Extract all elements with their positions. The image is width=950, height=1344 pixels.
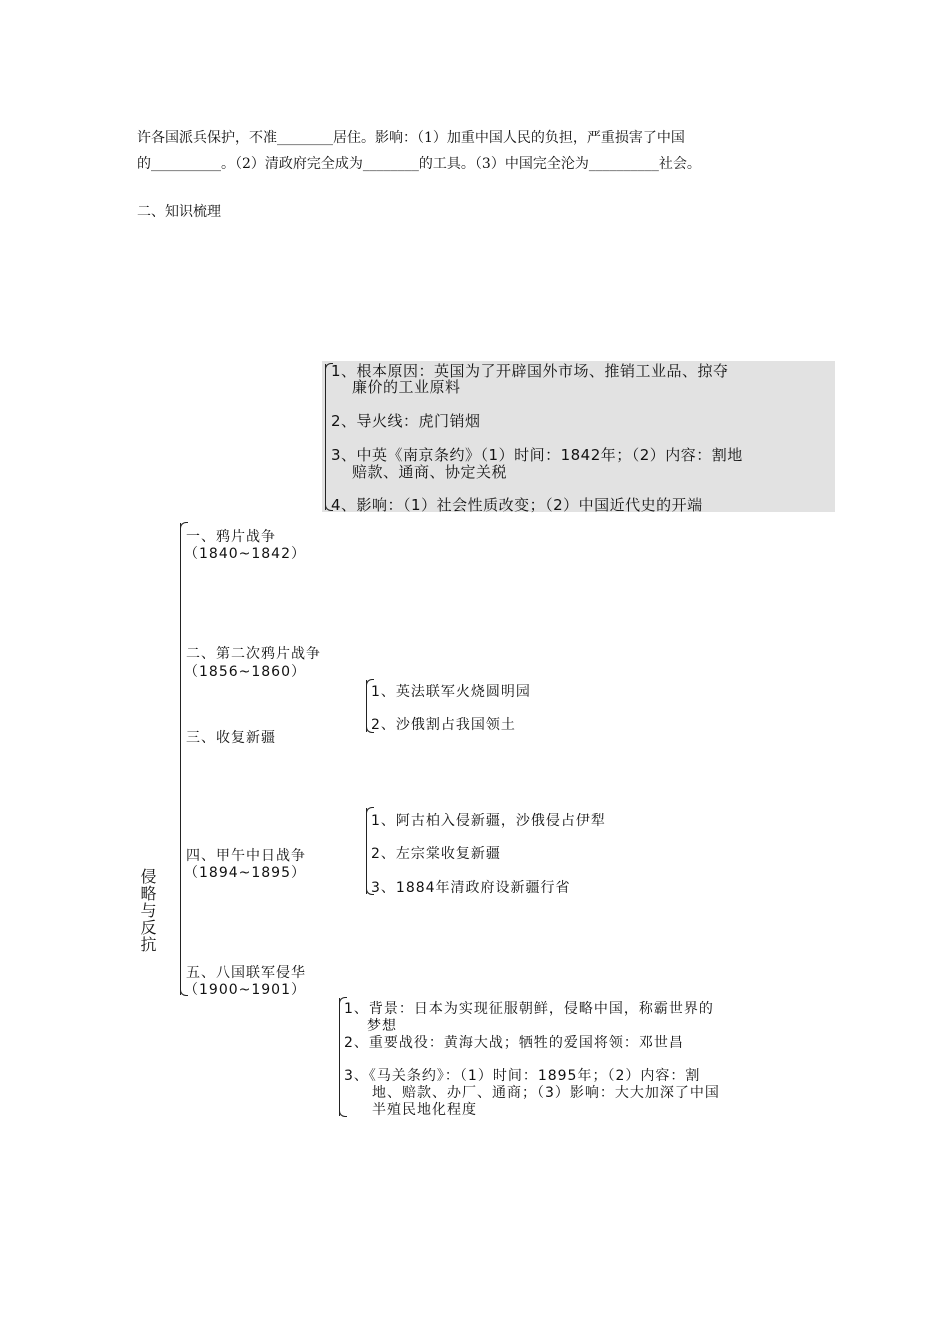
branch-5-years: （1900~1901） bbox=[184, 982, 306, 998]
main-brace bbox=[180, 523, 181, 995]
sj-item-1b: 梦想 bbox=[367, 1018, 397, 1034]
opium-item-1a: 1、根本原因：英国为了开辟国外市场、推销工业品、掠夺 bbox=[331, 362, 729, 380]
sj-item-3c: 半殖民地化程度 bbox=[372, 1102, 477, 1118]
opium-item-4: 4、影响：（1）社会性质改变；（2）中国近代史的开端 bbox=[331, 496, 703, 514]
second-opium-brace bbox=[366, 680, 367, 732]
section-heading: 二、知识梳理 bbox=[137, 204, 221, 220]
branch-4-title: 四、甲午中日战争 bbox=[186, 848, 306, 864]
sj-item-3a: 3、《马关条约》：（1）时间：1895年；（2）内容：割 bbox=[344, 1068, 701, 1084]
root-label: 侵略与反抗 bbox=[138, 868, 157, 953]
sj-item-3b: 地、赔款、办厂、通商；（3）影响：大大加深了中国 bbox=[372, 1085, 720, 1101]
opium-item-2: 2、导火线：虎门销烟 bbox=[331, 412, 481, 430]
branch-1-title: 一、鸦片战争 bbox=[186, 529, 276, 545]
second-opium-item-1: 1、英法联军火烧圆明园 bbox=[371, 684, 531, 700]
opium-item-3a: 3、中英《南京条约》（1）时间：1842年；（2）内容：割地 bbox=[331, 446, 743, 464]
branch-3-title: 三、收复新疆 bbox=[186, 730, 276, 746]
branch-2-years: （1856~1860） bbox=[184, 664, 306, 680]
xinjiang-item-3: 3、1884年清政府设新疆行省 bbox=[371, 880, 571, 896]
opium-item-1b: 廉价的工业原料 bbox=[352, 378, 461, 396]
intro-line-1: 许各国派兵保护，不准________居住。影响：（1）加重中国人民的负担，严重损害了中国 bbox=[137, 130, 685, 146]
branch-5-title: 五、八国联军侵华 bbox=[186, 965, 306, 981]
sino-japanese-brace bbox=[339, 998, 340, 1116]
sj-item-1a: 1、背景：日本为实现征服朝鲜，侵略中国，称霸世界的 bbox=[344, 1001, 714, 1017]
sj-item-2: 2、重要战役：黄海大战；牺牲的爱国将领：邓世昌 bbox=[344, 1035, 684, 1051]
opium-war-brace bbox=[325, 364, 326, 510]
xinjiang-brace bbox=[366, 808, 367, 894]
branch-1-years: （1840~1842） bbox=[184, 546, 306, 562]
xinjiang-item-1: 1、阿古柏入侵新疆，沙俄侵占伊犁 bbox=[371, 813, 606, 829]
intro-line-2: 的__________。（2）清政府完全成为________的工具。（3）中国完全沦为__________社会。 bbox=[137, 156, 701, 172]
second-opium-item-2: 2、沙俄割占我国领土 bbox=[371, 717, 516, 733]
branch-2-title: 二、第二次鸦片战争 bbox=[186, 646, 321, 662]
opium-item-3b: 赔款、通商、协定关税 bbox=[352, 463, 508, 481]
branch-4-years: （1894~1895） bbox=[184, 865, 306, 881]
xinjiang-item-2: 2、左宗棠收复新疆 bbox=[371, 846, 501, 862]
